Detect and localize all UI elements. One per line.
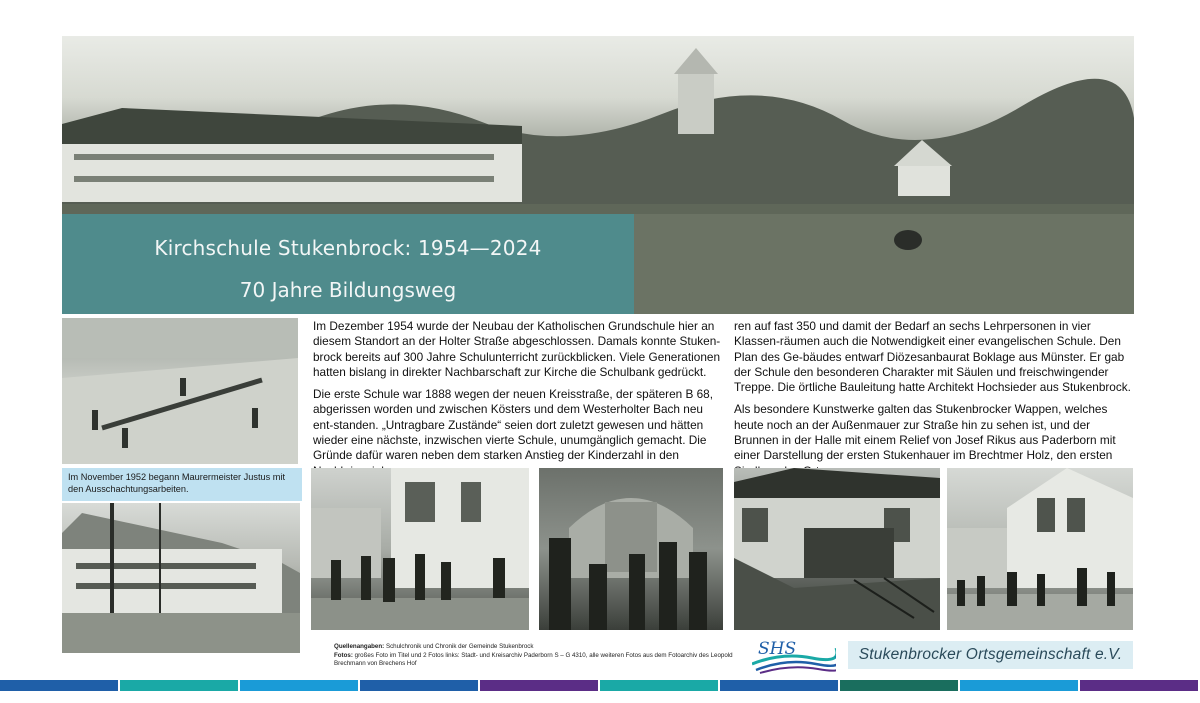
stripe-segment <box>1080 680 1200 691</box>
paragraph: Im Dezember 1954 wurde der Neubau der Katholischen Grundschule hier an diesem Standort an der Holter Straße abgeschlossen. Damals konnte Stuken-brock bereits auf 300 Jahre Schulunterricht zurückblicken. Viele Generationen hatten bislang in direkter Nachbarschaft zur Kirche die Schulbank gedrückt. <box>313 319 721 379</box>
photo-stairs-group <box>734 468 940 630</box>
photo-caption: Im November 1952 begann Maurermeister Justus mit den Ausschachtungsarbeiten. <box>62 468 302 501</box>
sources-label: Quellenangaben: <box>334 643 385 650</box>
stripe-segment <box>720 680 840 691</box>
page-title: Kirchschule Stukenbrock: 1954—2024 <box>154 236 542 260</box>
shs-logo <box>752 634 836 674</box>
stripe-segment <box>120 680 240 691</box>
stripe-segment <box>0 680 120 691</box>
body-text-column-2 <box>734 319 1132 486</box>
stripe-segment <box>600 680 720 691</box>
photos-text: großes Foto im Titel und 2 Fotos links: Stadt- und Kreisarchiv Paderborn S – G 4310, alle weiteren Fotos aus dem Fotoarchiv des Leopold Brechmann von Brechens Hof <box>334 651 733 668</box>
photo-school-building <box>62 503 300 653</box>
stripe-segment <box>240 680 360 691</box>
photos-label: Fotos: <box>334 651 353 659</box>
page-subtitle: 70 Jahre Bildungsweg <box>239 278 457 302</box>
title-overlay <box>62 214 634 314</box>
photo-children-walking <box>947 468 1133 630</box>
stripe-segment <box>480 680 600 691</box>
logo-text: SHS <box>758 639 797 659</box>
organization-box <box>848 641 1133 669</box>
photo-relief-fountain <box>539 468 723 630</box>
stripe-segment <box>360 680 480 691</box>
body-text-column-1 <box>313 319 725 486</box>
bottom-color-stripe <box>0 680 1200 691</box>
stripe-segment <box>960 680 1080 691</box>
photo-excavation-work <box>62 318 298 464</box>
sources-credits <box>334 643 744 669</box>
paragraph: Als besondere Kunstwerke galten das Stukenbrocker Wappen, welches heute noch an der Außenmauer zur Straße hin zu sehen ist, und der Brunnen in der Halle mit einem Relief von Josef Rikus aus Paderborn mit einer Darstellung der ersten Stukenhauer im Brechtmer Holz, den ersten <box>734 402 1116 463</box>
sources-text: Schulchronik und Chronik der Gemeinde Stukenbrock <box>385 643 534 650</box>
photo-entrance-crowd <box>311 468 529 630</box>
organization-name: Stukenbrocker Ortsgemeinschaft e.V. <box>858 646 1123 663</box>
stripe-segment <box>840 680 960 691</box>
paragraph: Die erste Schule war 1888 wegen der neuen Kreisstraße, der späteren B 68, abgerissen worden und zwischen Kösters und dem Westerholter Bach neu ent-standen. „Untragbare Zustände“ seien dort zuletzt gewesen und hätten wieder eine nächste, inzwischen vierte Schule, unumgänglich gemacht. Die Gründe dafür waren neben dem starken Anstieg der Kinderzahl in den <box>313 387 714 463</box>
paragraph: ren auf fast 350 und damit der Bedarf an sechs Lehrpersonen in vier Klassen-räumen auch die Notwendigkeit einer evangelischen Schule. Den Plan des Ge-bäudes entwarf Diözesanbaurat Boklage aus Münster. Er gab der Schule den besonderen Charakter mit Säulen und freischwingender Treppe. Die örtliche Bauleitung hatte Architekt Hochsieder aus Stukenbrock. <box>734 319 1131 395</box>
